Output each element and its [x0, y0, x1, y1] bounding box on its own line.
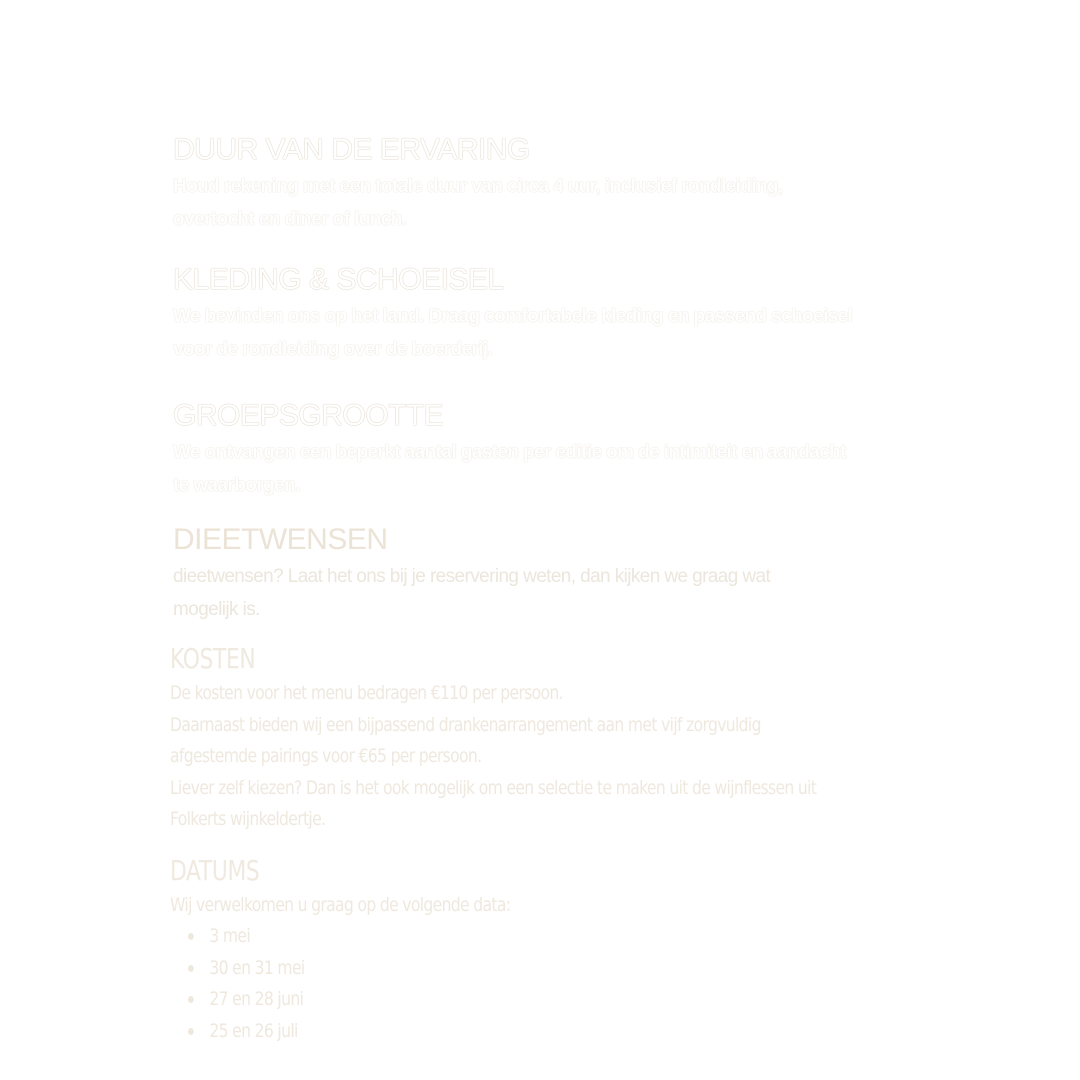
text-line: Wij verwelkomen u graag op de volgende data: [170, 893, 511, 916]
section-duur [173, 130, 933, 236]
date-text: 27 en 28 juni [209, 988, 304, 1010]
text-line: We bevinden ons op het land. Draag comfortabele kleding en passend schoeisel [173, 306, 853, 327]
text-line: De kosten voor het menu bedragen €110 per persoon. [170, 682, 563, 704]
section-kleding [173, 260, 933, 366]
text-line: Folkerts wijnkeldertje. [170, 808, 326, 830]
section-dieetwensen [173, 520, 933, 626]
bullet-icon [188, 965, 194, 972]
section-text [173, 300, 933, 366]
bullet-icon [188, 1028, 194, 1035]
text-line: Liever zelf kiezen? Dan is het ook mogelijk om een selectie te maken uit de wijnflessen uit [170, 776, 817, 799]
date-text: 30 en 31 mei [209, 956, 305, 979]
section-kosten [170, 640, 933, 836]
text-line: mogelijk is. [173, 599, 260, 620]
bullet-icon [188, 996, 194, 1003]
date-item [170, 953, 796, 985]
section-text [173, 170, 933, 236]
section-text [173, 436, 933, 502]
section-text [170, 678, 933, 836]
section-title: GROEPSGROOTTE [173, 399, 444, 432]
info-content [170, 130, 933, 1047]
dates-list [170, 921, 796, 1047]
date-item [170, 921, 796, 953]
section-text [173, 560, 933, 626]
text-line: We ontvangen een beperkt aantal gasten per editie om de intimiteit en aandacht [173, 442, 846, 463]
section-datums [170, 852, 933, 1048]
section-groepsgrootte [173, 396, 933, 502]
date-text: 25 en 26 juli [209, 1019, 298, 1042]
date-item [170, 1016, 796, 1048]
section-title: KOSTEN [170, 642, 256, 675]
text-line: Houd rekening met een totale duur van circa 4 uur, inclusief rondleiding, [173, 176, 783, 197]
date-text: 3 mei [209, 925, 251, 947]
date-item [170, 984, 796, 1016]
text-line: dieetwensen? Laat het ons bij je reservering weten, dan kijken we graag wat [173, 566, 771, 587]
section-title: DUUR VAN DE ERVARING [173, 133, 530, 166]
text-line: voor de rondleiding over de boerderij. [173, 339, 493, 360]
text-line: afgestemde pairings voor €65 per persoon. [170, 745, 482, 767]
text-line: te waarborgen. [173, 475, 300, 496]
bullet-icon [188, 933, 194, 940]
section-title: DATUMS [170, 853, 260, 887]
section-title: DIEETWENSEN [173, 523, 388, 556]
section-text [170, 890, 933, 922]
text-line: Daarnaast bieden wij een bijpassend drankenarrangement aan met vijf zorgvuldig [170, 713, 761, 736]
text-line: overtocht en diner of lunch. [173, 209, 407, 230]
section-title: KLEDING & SCHOEISEL [173, 263, 504, 296]
